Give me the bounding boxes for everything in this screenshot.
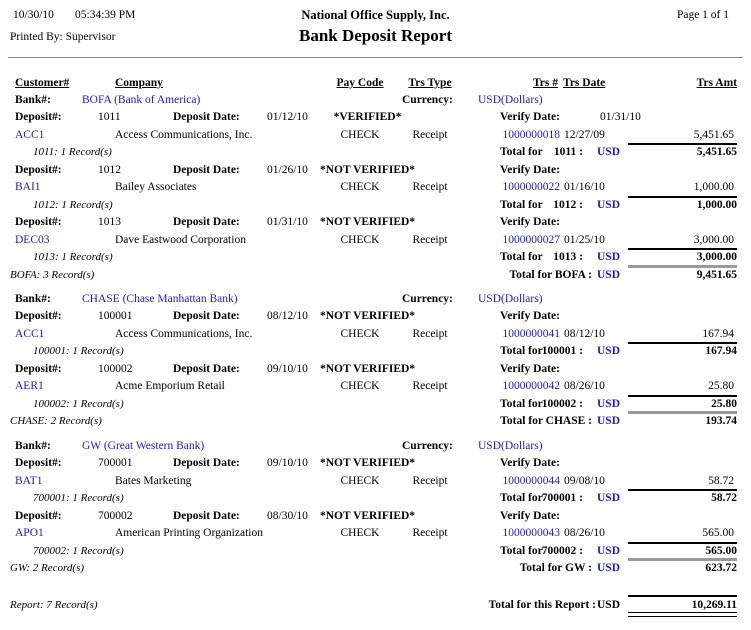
deposit-label: Deposit#: — [15, 310, 62, 322]
header-rule — [8, 57, 743, 58]
col-customer: Customer# — [15, 77, 70, 89]
total-for-label: Total for — [500, 398, 543, 410]
verify-date-label: Verify Date: — [500, 310, 560, 322]
deposit-label: Deposit#: — [15, 216, 62, 228]
verify-date-label: Verify Date: — [500, 216, 560, 228]
total-for-label: Total for — [500, 146, 543, 158]
deposit-date-value: 09/10/10 — [267, 363, 308, 375]
verify-status: *NOT VERIFIED* — [319, 164, 416, 176]
deposit-total-row — [0, 492, 751, 509]
trs-amount: 3,000.00 — [693, 234, 734, 246]
bank-total-label: Total for GW : — [519, 562, 592, 574]
col-trs-num: Trs # — [532, 77, 558, 89]
trs-number: 1000000044 — [502, 475, 560, 487]
trs-type: Receipt — [412, 234, 448, 246]
customer-code: ACC1 — [15, 328, 45, 340]
pay-code: CHECK — [340, 181, 380, 193]
bank-name: BOFA (Bank of America) — [82, 94, 201, 106]
deposit-record-count: 100002: 1 Record(s) — [33, 398, 124, 410]
total-amount: 58.72 — [711, 492, 737, 504]
verify-date-label: Verify Date: — [500, 457, 560, 469]
total-rule — [628, 489, 737, 491]
bank-total-row — [0, 415, 751, 432]
deposit-number: 1011 — [98, 111, 121, 123]
trs-number: 1000000018 — [502, 129, 560, 141]
deposit-date-label: Deposit Date: — [173, 510, 240, 522]
bank-total-rule — [628, 558, 737, 561]
total-rule — [628, 248, 737, 250]
printed-by: Printed By: Supervisor — [10, 31, 116, 43]
deposit-label: Deposit#: — [15, 457, 62, 469]
deposit-date-value: 01/12/10 — [267, 111, 308, 123]
deposit-record-count: 1013: 1 Record(s) — [33, 251, 113, 263]
trs-date: 08/12/10 — [564, 328, 605, 340]
trs-amount: 167.94 — [702, 328, 734, 340]
deposit-header-row — [0, 457, 751, 474]
report-total-currency: USD — [597, 599, 621, 611]
customer-code: AER1 — [15, 380, 44, 392]
trs-number: 1000000043 — [502, 527, 560, 539]
customer-company: Access Communications, Inc. — [115, 129, 253, 141]
customer-code: BAI1 — [15, 181, 41, 193]
verify-date-value: 01/31/10 — [600, 111, 641, 123]
pay-code: CHECK — [340, 475, 380, 487]
customer-company: Access Communications, Inc. — [115, 328, 253, 340]
bank-label: Bank#: — [15, 293, 51, 305]
bank-total-label: Total for CHASE : — [500, 415, 592, 427]
deposit-date-value: 09/10/10 — [267, 457, 308, 469]
deposit-record-count: 100001: 1 Record(s) — [33, 345, 124, 357]
total-deposit-number: 100001 : — [541, 345, 583, 357]
deposit-header-row — [0, 216, 751, 233]
bank-total-label: Total for BOFA : — [509, 269, 592, 281]
deposit-date-label: Deposit Date: — [173, 457, 240, 469]
pay-code: CHECK — [340, 527, 380, 539]
deposit-record-count: 700001: 1 Record(s) — [33, 492, 124, 504]
currency-label: Currency: — [402, 293, 453, 305]
total-currency: USD — [597, 345, 621, 357]
total-deposit-number: 700001 : — [541, 492, 583, 504]
bank-label: Bank#: — [15, 94, 51, 106]
trs-type: Receipt — [412, 181, 448, 193]
pay-code: CHECK — [340, 328, 380, 340]
total-deposit-number: 1012 : — [553, 199, 583, 211]
deposit-label: Deposit#: — [15, 363, 62, 375]
bank-total-currency: USD — [597, 562, 621, 574]
verify-status: *NOT VERIFIED* — [319, 363, 416, 375]
currency-label: Currency: — [402, 440, 453, 452]
bank-label: Bank#: — [15, 440, 51, 452]
pay-code: CHECK — [340, 234, 380, 246]
bank-header-row — [0, 293, 751, 310]
report-total-row — [0, 599, 751, 616]
customer-code: ACC1 — [15, 129, 45, 141]
trs-date: 09/08/10 — [564, 475, 605, 487]
trs-date: 01/25/10 — [564, 234, 605, 246]
total-currency: USD — [597, 545, 621, 557]
bank-total-amount: 623.72 — [705, 562, 737, 574]
verify-date-label: Verify Date: — [500, 363, 560, 375]
deposit-number: 700002 — [98, 510, 133, 522]
trs-amount: 25.80 — [708, 380, 734, 392]
total-currency: USD — [597, 199, 621, 211]
total-rule — [628, 395, 737, 397]
total-rule — [628, 542, 737, 544]
bank-record-count: GW: 2 Record(s) — [10, 562, 85, 574]
deposit-number: 1012 — [98, 164, 121, 176]
report-title: Bank Deposit Report — [298, 26, 452, 45]
trs-number: 1000000027 — [502, 234, 560, 246]
deposit-header-row — [0, 164, 751, 181]
col-pay-code: Pay Code — [336, 77, 384, 89]
customer-company: Bates Marketing — [115, 475, 192, 487]
total-currency: USD — [597, 146, 621, 158]
bank-record-count: CHASE: 2 Record(s) — [10, 415, 102, 427]
deposit-label: Deposit#: — [15, 111, 62, 123]
deposit-date-label: Deposit Date: — [173, 363, 240, 375]
bank-record-count: BOFA: 3 Record(s) — [10, 269, 95, 281]
verify-status: *NOT VERIFIED* — [319, 216, 416, 228]
verify-status: *NOT VERIFIED* — [319, 457, 416, 469]
trs-type: Receipt — [412, 328, 448, 340]
bank-header-row — [0, 440, 751, 457]
trs-type: Receipt — [412, 129, 448, 141]
deposit-date-label: Deposit Date: — [173, 111, 240, 123]
print-time: 05:34:39 PM — [75, 9, 136, 21]
customer-company: Bailey Associates — [115, 181, 197, 193]
deposit-date-value: 01/31/10 — [267, 216, 308, 228]
deposit-date-label: Deposit Date: — [173, 216, 240, 228]
deposit-number: 100001 — [98, 310, 133, 322]
currency-label: Currency: — [402, 94, 453, 106]
deposit-label: Deposit#: — [15, 164, 62, 176]
bank-total-rule — [628, 265, 737, 268]
total-for-label: Total for — [500, 545, 543, 557]
deposit-total-row — [0, 199, 751, 216]
customer-company: Dave Eastwood Corporation — [115, 234, 246, 246]
trs-number: 1000000042 — [502, 380, 560, 392]
currency-value: USD(Dollars) — [478, 94, 543, 106]
deposit-date-value: 08/12/10 — [267, 310, 308, 322]
total-rule — [628, 196, 737, 198]
total-deposit-number: 1013 : — [553, 251, 583, 263]
deposit-header-row — [0, 111, 751, 128]
total-rule — [628, 342, 737, 344]
total-currency: USD — [597, 492, 621, 504]
total-amount: 1,000.00 — [696, 199, 737, 211]
total-deposit-number: 1011 : — [553, 146, 583, 158]
bank-total-row — [0, 269, 751, 286]
trs-date: 12/27/09 — [564, 129, 605, 141]
col-trs-date: Trs Date — [563, 77, 606, 89]
deposit-date-value: 08/30/10 — [267, 510, 308, 522]
col-trs-type: Trs Type — [408, 77, 452, 89]
col-company: Company — [115, 77, 163, 89]
pay-code: CHECK — [340, 380, 380, 392]
bank-header-row — [0, 94, 751, 111]
deposit-date-label: Deposit Date: — [173, 164, 240, 176]
customer-code: APO1 — [15, 527, 44, 539]
deposit-record-count: 1011: 1 Record(s) — [33, 146, 112, 158]
trs-amount: 565.00 — [702, 527, 734, 539]
verify-status: *NOT VERIFIED* — [319, 310, 416, 322]
total-amount: 3,000.00 — [696, 251, 737, 263]
deposit-number: 100002 — [98, 363, 133, 375]
total-currency: USD — [597, 251, 621, 263]
deposit-number: 1013 — [98, 216, 121, 228]
report-total-amount: 10,269.11 — [691, 599, 737, 611]
trs-date: 01/16/10 — [564, 181, 605, 193]
total-for-label: Total for — [500, 345, 543, 357]
trs-type: Receipt — [412, 475, 448, 487]
trs-date: 08/26/10 — [564, 527, 605, 539]
trs-amount: 5,451.65 — [693, 129, 734, 141]
total-for-label: Total for — [500, 251, 543, 263]
deposit-total-row — [0, 345, 751, 362]
deposit-header-row — [0, 363, 751, 380]
total-deposit-number: 700002 : — [541, 545, 583, 557]
column-header-row — [0, 77, 751, 94]
bank-total-amount: 193.74 — [705, 415, 737, 427]
bank-total-row — [0, 562, 751, 579]
customer-code: BAT1 — [15, 475, 43, 487]
deposit-label: Deposit#: — [15, 510, 62, 522]
currency-value: USD(Dollars) — [478, 440, 543, 452]
pay-code: CHECK — [340, 129, 380, 141]
verify-status: *NOT VERIFIED* — [319, 510, 416, 522]
trs-number: 1000000022 — [502, 181, 560, 193]
total-amount: 5,451.65 — [696, 146, 737, 158]
total-amount: 565.00 — [705, 545, 737, 557]
bank-name: GW (Great Western Bank) — [82, 440, 205, 452]
report-total-rule-bottom — [628, 612, 737, 617]
customer-company: American Printing Organization — [115, 527, 263, 539]
deposit-record-count: 700002: 1 Record(s) — [33, 545, 124, 557]
deposit-total-row — [0, 146, 751, 163]
deposit-record-count: 1012: 1 Record(s) — [33, 199, 113, 211]
customer-code: DEC03 — [15, 234, 50, 246]
bank-name: CHASE (Chase Manhattan Bank) — [82, 293, 238, 305]
total-amount: 25.80 — [711, 398, 737, 410]
total-rule — [628, 143, 737, 145]
bank-total-amount: 9,451.65 — [696, 269, 737, 281]
trs-type: Receipt — [412, 380, 448, 392]
company-name: National Office Supply, Inc. — [301, 8, 450, 22]
verify-status: *VERIFIED* — [333, 111, 402, 123]
report-total-rule-top — [628, 595, 737, 597]
trs-date: 08/26/10 — [564, 380, 605, 392]
currency-value: USD(Dollars) — [478, 293, 543, 305]
bank-total-currency: USD — [597, 415, 621, 427]
trs-amount: 1,000.00 — [693, 181, 734, 193]
total-for-label: Total for — [500, 199, 543, 211]
deposit-number: 700001 — [98, 457, 133, 469]
total-currency: USD — [597, 398, 621, 410]
total-amount: 167.94 — [705, 345, 737, 357]
verify-date-label: Verify Date: — [500, 510, 560, 522]
deposit-header-row — [0, 510, 751, 527]
trs-type: Receipt — [412, 527, 448, 539]
verify-date-label: Verify Date: — [500, 164, 560, 176]
report-total-label: Total for this Report : — [488, 599, 596, 611]
trs-amount: 58.72 — [708, 475, 734, 487]
total-deposit-number: 100002 : — [541, 398, 583, 410]
page-number: Page 1 of 1 — [676, 9, 729, 21]
verify-date-label: Verify Date: — [500, 111, 560, 123]
print-date: 10/30/10 — [13, 9, 54, 21]
deposit-date-value: 01/26/10 — [267, 164, 308, 176]
deposit-header-row — [0, 310, 751, 327]
customer-company: Acme Emporium Retail — [115, 380, 225, 392]
deposit-date-label: Deposit Date: — [173, 310, 240, 322]
col-trs-amt: Trs Amt — [696, 77, 737, 89]
bank-total-rule — [628, 411, 737, 414]
report-record-count: Report: 7 Record(s) — [10, 599, 98, 611]
total-for-label: Total for — [500, 492, 543, 504]
trs-number: 1000000041 — [502, 328, 560, 340]
bank-total-currency: USD — [597, 269, 621, 281]
